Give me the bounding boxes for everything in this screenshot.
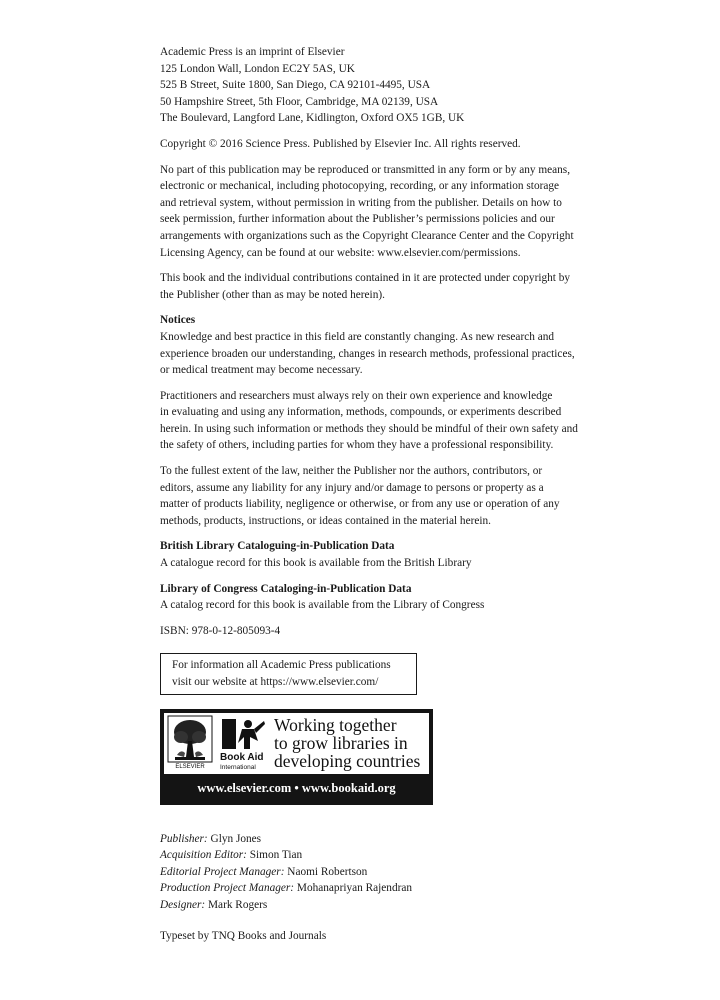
protection-line: the Publisher (other than as may be noted herein). [160, 288, 385, 301]
notices-line: methods, products, instructions, or ideas contained in the material herein. [160, 514, 491, 527]
typeset-credit [160, 928, 610, 945]
book-aid-banner [160, 709, 433, 805]
isbn [160, 623, 610, 640]
tagline-line: to grow libraries in [274, 732, 408, 753]
permissions-line: seek permission, further information about the Publisher’s permissions policies and our [160, 213, 555, 226]
notices-paragraph-3 [160, 463, 610, 529]
website-info-box [160, 653, 417, 694]
permissions-paragraph [160, 162, 610, 262]
tagline-line: developing countries [274, 750, 421, 771]
copyright-page [160, 44, 610, 953]
banner-urls: www.elsevier.com • www.bookaid.org [197, 780, 396, 795]
permissions-line: Licensing Agency, can be found at our website: www.elsevier.com/permissions. [160, 246, 521, 259]
credit-name: Mohanapriyan Rajendran [296, 882, 413, 895]
notices-line: matter of products liability, negligence or otherwise, or from any use or operation of any [160, 498, 560, 511]
production-credits [160, 831, 610, 914]
notices-section [160, 312, 610, 378]
publisher-address [160, 44, 610, 127]
permissions-line: No part of this publication may be reproduced or transmitted in any form or by any means, [160, 163, 571, 176]
credit-role: Editorial Project Manager: [160, 865, 285, 878]
protection-paragraph [160, 270, 610, 303]
credit-name: Naomi Robertson [287, 865, 368, 878]
book-aid-logo [220, 715, 266, 772]
credit-name: Simon Tian [249, 849, 303, 862]
address-line: 50 Hampshire Street, 5th Floor, Cambridge, MA 02139, USA [160, 95, 439, 108]
copyright-notice [160, 136, 610, 153]
book-aid-name: Book Aid [220, 751, 264, 763]
credit-role: Production Project Manager: [160, 882, 295, 895]
book-aid-figure-icon [220, 715, 266, 753]
credit-production-project-manager [160, 880, 610, 897]
credit-role: Publisher: [160, 832, 208, 845]
notices-line: Knowledge and best practice in this field are constantly changing. As new research and [160, 330, 555, 343]
isbn-line: ISBN: 978-0-12-805093-4 [160, 624, 281, 637]
elsevier-logo-text: ELSEVIER [175, 763, 205, 770]
elsevier-tree-icon [167, 715, 213, 763]
library-of-congress-heading: Library of Congress Cataloging-in-Publication Data [160, 582, 412, 595]
credit-designer [160, 897, 610, 914]
banner-tagline [274, 716, 429, 770]
credit-name: Mark Rogers [208, 898, 268, 911]
library-of-congress-section [160, 581, 610, 614]
notices-line: herein. In using such information or methods they should be mindful of their own safety and [160, 422, 578, 435]
permissions-line: arrangements with organizations such as the Copyright Clearance Center and the Copyright [160, 229, 574, 242]
credit-acquisition-editor [160, 847, 610, 864]
tagline-line: Working together [274, 714, 397, 735]
notices-line: To the fullest extent of the law, neither the Publisher nor the authors, contributors, or [160, 465, 543, 478]
book-aid-subtitle: International [220, 763, 256, 771]
address-line: 125 London Wall, London EC2Y 5AS, UK [160, 62, 355, 75]
notices-heading: Notices [160, 314, 196, 327]
address-line: The Boulevard, Langford Lane, Kidlington, Oxford OX5 1GB, UK [160, 112, 465, 125]
british-library-section [160, 538, 610, 571]
info-box-line: visit our website at https://www.elsevier.com/ [172, 676, 379, 688]
notices-line: or medical treatment may become necessary. [160, 364, 363, 377]
notices-line: in evaluating and using any information, methods, compounds, or experiments described [160, 406, 562, 419]
credit-role: Designer: [160, 898, 206, 911]
credit-name: Glyn Jones [210, 832, 262, 845]
protection-line: This book and the individual contributions contained in it are protected under copyright by [160, 272, 571, 285]
address-line: Academic Press is an imprint of Elsevier [160, 46, 345, 58]
copyright-line: Copyright © 2016 Science Press. Published by Elsevier Inc. All rights reserved. [160, 137, 521, 150]
info-box-line: For information all Academic Press publications [172, 659, 391, 672]
notices-line: the safety of others, including parties for whom they have a professional responsibility. [160, 439, 554, 452]
credit-publisher [160, 831, 610, 848]
british-library-heading: British Library Cataloguing-in-Publication Data [160, 540, 395, 553]
notices-line: experience broaden our understanding, changes in research methods, professional practices, [160, 347, 575, 360]
permissions-line: and retrieval system, without permission in writing from the publisher. Details on how to [160, 196, 562, 209]
credit-role: Acquisition Editor: [160, 849, 247, 862]
library-of-congress-text: A catalog record for this book is available from the Library of Congress [160, 599, 485, 612]
notices-line: editors, assume any liability for any injury and/or damage to persons or property as a [160, 481, 544, 494]
permissions-line: electronic or mechanical, including photocopying, recording, or any information storage [160, 180, 560, 193]
notices-paragraph-2 [160, 388, 610, 454]
typeset-line: Typeset by TNQ Books and Journals [160, 929, 327, 942]
credit-editorial-project-manager [160, 864, 610, 881]
banner-logo-area [164, 713, 429, 774]
elsevier-logo [167, 715, 213, 772]
address-line: 525 B Street, Suite 1800, San Diego, CA 92101-4495, USA [160, 79, 431, 92]
notices-line: Practitioners and researchers must always rely on their own experience and knowledge [160, 389, 553, 402]
british-library-text: A catalogue record for this book is available from the British Library [160, 557, 472, 570]
